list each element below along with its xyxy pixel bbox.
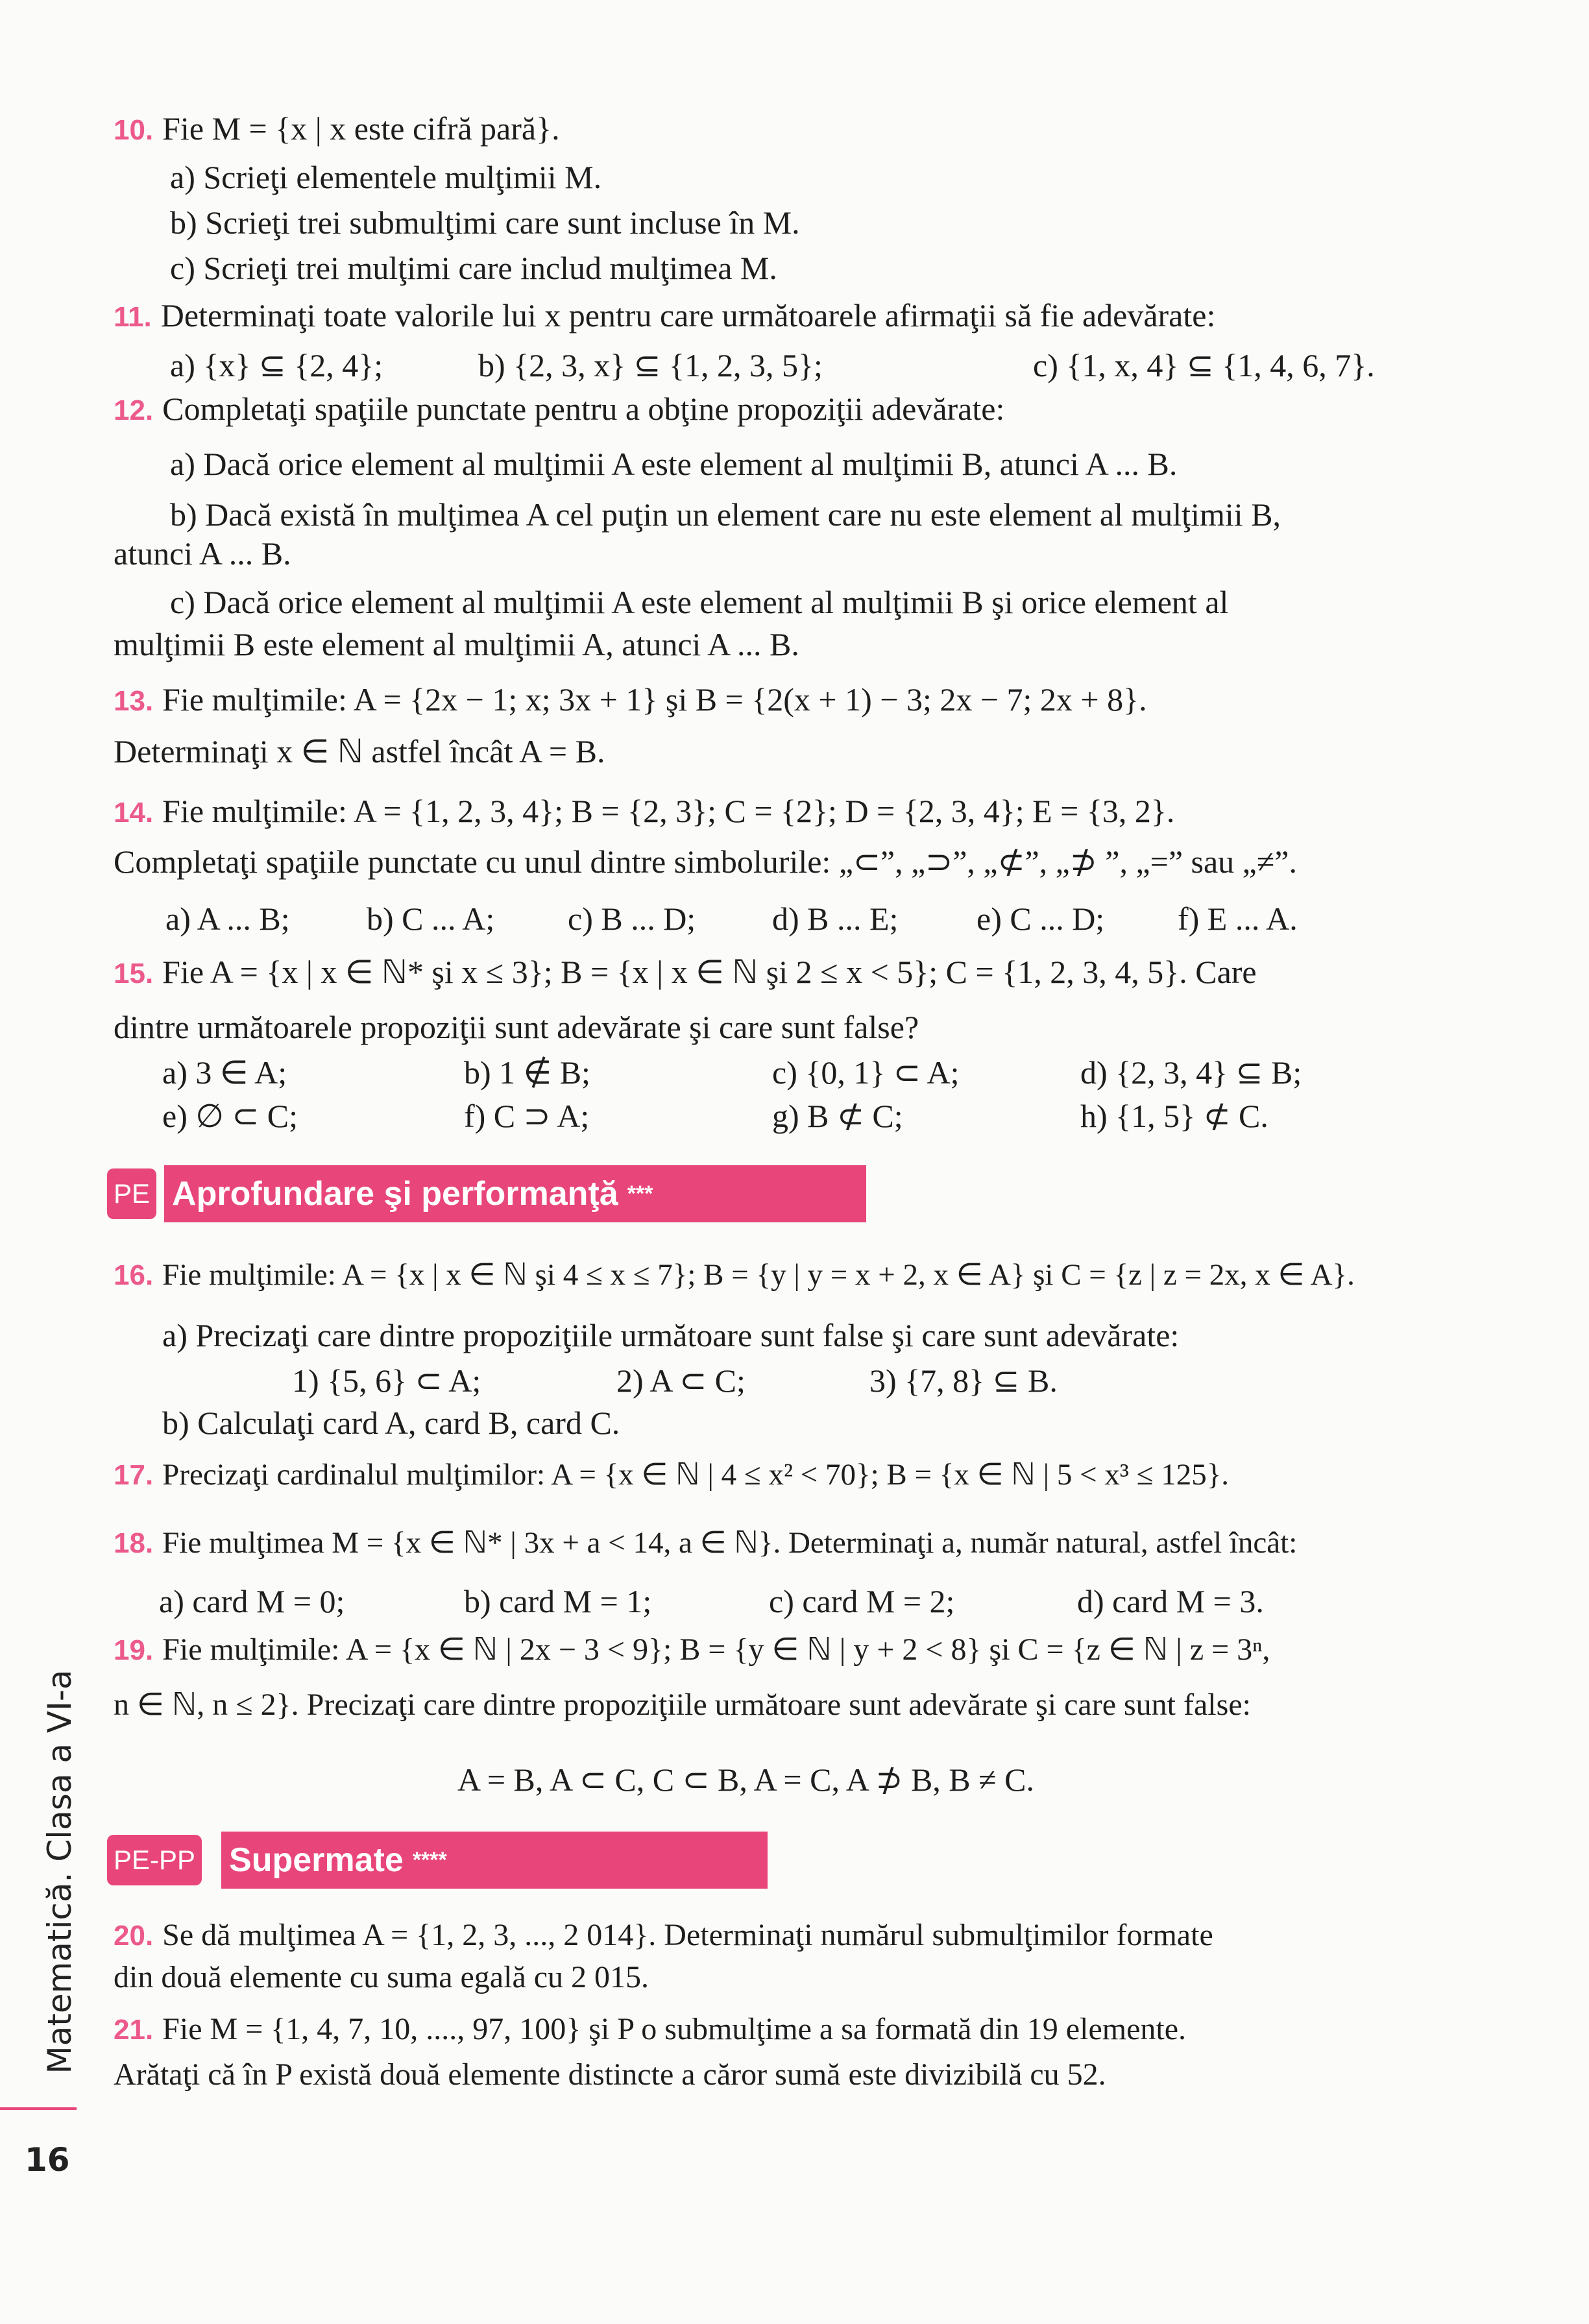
exercise-13 bbox=[114, 680, 1147, 721]
exercise-text: Fie mulţimea M = {x ∈ ℕ* | 3x + a < 14, a ∈ ℕ}. Determinaţi a, număr natural, astfel încât: bbox=[162, 1526, 1298, 1560]
section-tag: PE bbox=[107, 1168, 156, 1219]
section-title-bar bbox=[164, 1165, 866, 1222]
exercise-16-a: a) Precizaţi care dintre propoziţiile următoare sunt false şi care sunt adevărate: bbox=[162, 1317, 1180, 1353]
item: h) {1, 5} ⊄ C. bbox=[1080, 1098, 1268, 1134]
item: b) C ... A; bbox=[367, 901, 495, 937]
exercise-number: 11. bbox=[114, 301, 152, 333]
item: b) {2, 3, x} ⊆ {1, 2, 3, 5}; bbox=[478, 347, 823, 383]
exercise-number: 18. bbox=[114, 1527, 154, 1559]
exercise-19 bbox=[114, 1630, 1270, 1670]
item: e) ∅ ⊂ C; bbox=[162, 1098, 298, 1134]
exercise-12-b-cont: atunci A ... B. bbox=[114, 535, 291, 572]
exercise-number: 10. bbox=[114, 114, 154, 146]
item: f) C ⊃ A; bbox=[464, 1098, 590, 1134]
exercise-17 bbox=[114, 1455, 1229, 1495]
exercise-18 bbox=[114, 1523, 1297, 1563]
section-banner-pe-pp bbox=[107, 1832, 768, 1889]
item: c) {1, x, 4} ⊆ {1, 4, 6, 7}. bbox=[1033, 347, 1375, 383]
item: 3) {7, 8} ⊆ B. bbox=[869, 1362, 1058, 1399]
exercise-number: 13. bbox=[114, 685, 154, 717]
item: c) card M = 2; bbox=[769, 1583, 955, 1619]
difficulty-stars: *** bbox=[627, 1181, 653, 1206]
item: g) B ⊄ C; bbox=[772, 1098, 903, 1134]
exercise-16 bbox=[114, 1255, 1355, 1295]
exercise-number: 12. bbox=[114, 394, 154, 426]
exercise-text: Completaţi spaţiile punctate pentru a obţine propoziţii adevărate: bbox=[162, 391, 1005, 427]
section-banner-pe bbox=[107, 1165, 866, 1222]
item: 1) {5, 6} ⊂ A; bbox=[292, 1362, 481, 1399]
item: c) {0, 1} ⊂ A; bbox=[772, 1054, 960, 1091]
exercise-10 bbox=[114, 109, 560, 150]
exercise-text: Precizaţi cardinalul mulţimilor: A = {x ∈ ℕ | 4 ≤ x² < 70}; B = {x ∈ ℕ | 5 < x³ ≤ 125}. bbox=[162, 1458, 1230, 1492]
exercise-21-cont: Arătaţi că în P există două elemente distincte a căror sumă este divizibilă cu 52. bbox=[114, 2057, 1106, 2092]
exercise-14-cont: Completaţi spaţiile punctate cu unul dintre simbolurile: „⊂”, „⊃”, „⊄”, „⊅ ”, „=” sau „≠”. bbox=[114, 843, 1297, 880]
exercise-14 bbox=[114, 792, 1174, 832]
book-title: Matematică. Clasa a VI-a bbox=[41, 1669, 79, 2074]
section-title: Aprofundare şi performanţă bbox=[172, 1175, 618, 1213]
book-title-sidebar bbox=[34, 1661, 86, 2083]
item: d) card M = 3. bbox=[1077, 1583, 1264, 1619]
exercise-10-a: a) Scrieţi elementele mulţimii M. bbox=[170, 159, 602, 195]
exercise-number: 21. bbox=[114, 2014, 154, 2046]
exercise-15-cont: dintre următoarele propoziţii sunt adevărate şi care sunt false? bbox=[114, 1009, 919, 1045]
exercise-12-b: b) Dacă există în mulţimea A cel puţin un element care nu este element al mulţimii B, bbox=[170, 496, 1281, 533]
item: a) A ... B; bbox=[165, 901, 290, 937]
page-number: 16 bbox=[25, 2141, 70, 2179]
exercise-text: Se dă mulţimea A = {1, 2, 3, ..., 2 014}. Determinaţi numărul submulţimilor formate bbox=[162, 1918, 1213, 1952]
exercise-number: 19. bbox=[114, 1634, 154, 1666]
exercise-text: Fie mulţimile: A = {1, 2, 3, 4}; B = {2, 3}; C = {2}; D = {2, 3, 4}; E = {3, 2}. bbox=[162, 793, 1175, 829]
exercise-text: Fie mulţimile: A = {2x − 1; x; 3x + 1} şi B = {2(x + 1) − 3; 2x − 7; 2x + 8}. bbox=[162, 681, 1147, 718]
exercise-19-cont: n ∈ ℕ, n ≤ 2}. Precizaţi care dintre propoziţiile următoare sunt adevărate şi care sunt false: bbox=[114, 1688, 1251, 1722]
exercise-10-c: c) Scrieţi trei mulţimi care includ mulţimea M. bbox=[170, 250, 777, 286]
exercise-text: Determinaţi toate valorile lui x pentru care următoarele afirmaţii să fie adevărate: bbox=[160, 297, 1216, 333]
section-title: Supermate bbox=[229, 1841, 404, 1879]
exercise-21 bbox=[114, 2010, 1186, 2050]
exercise-text: Fie M = {1, 4, 7, 10, ...., 97, 100} şi P o submulţime a sa formată din 19 elemente. bbox=[162, 2012, 1187, 2046]
item: d) {2, 3, 4} ⊆ B; bbox=[1080, 1054, 1302, 1091]
exercise-12-a: a) Dacă orice element al mulţimii A este element al mulţimii B, atunci A ... B. bbox=[170, 446, 1178, 482]
item: a) 3 ∈ A; bbox=[162, 1054, 287, 1091]
exercise-number: 16. bbox=[114, 1259, 154, 1291]
section-tag: PE-PP bbox=[107, 1835, 202, 1885]
exercise-number: 14. bbox=[114, 797, 154, 829]
exercise-12-c-cont: mulţimii B este element al mulţimii A, atunci A ... B. bbox=[114, 626, 799, 662]
item: 2) A ⊂ C; bbox=[616, 1362, 746, 1399]
exercise-text: Fie M = {x | x este cifră pară}. bbox=[162, 110, 560, 147]
item: b) 1 ∉ B; bbox=[464, 1054, 590, 1091]
section-title-bar bbox=[221, 1832, 768, 1889]
exercise-12-c: c) Dacă orice element al mulţimii A este element al mulţimii B şi orice element al bbox=[170, 584, 1229, 620]
exercise-text: Fie A = {x | x ∈ ℕ* şi x ≤ 3}; B = {x | x ∈ ℕ şi 2 ≤ x < 5}; C = {1, 2, 3, 4, 5}. Care bbox=[162, 954, 1257, 990]
item: c) B ... D; bbox=[568, 901, 696, 937]
exercise-12 bbox=[114, 389, 1004, 430]
exercise-11 bbox=[114, 296, 1215, 337]
item: b) card M = 1; bbox=[464, 1583, 652, 1619]
item: e) C ... D; bbox=[976, 901, 1105, 937]
item: a) card M = 0; bbox=[159, 1583, 345, 1619]
difficulty-stars: **** bbox=[412, 1847, 447, 1872]
exercise-15 bbox=[114, 952, 1257, 993]
exercise-number: 20. bbox=[114, 1920, 154, 1952]
item: a) {x} ⊆ {2, 4}; bbox=[170, 347, 383, 383]
item: f) E ... A. bbox=[1178, 901, 1298, 937]
exercise-20-cont: din două elemente cu suma egală cu 2 015. bbox=[114, 1960, 649, 1994]
exercise-19-statements: A = B, A ⊂ C, C ⊂ B, A = C, A ⊅ B, B ≠ C. bbox=[457, 1761, 1034, 1798]
exercise-10-b: b) Scrieţi trei submulţimi care sunt incluse în M. bbox=[170, 204, 800, 241]
exercise-text: Fie mulţimile: A = {x | x ∈ ℕ şi 4 ≤ x ≤ 7}; B = {y | y = x + 2, x ∈ A} şi C = {z | z = 2x, x ∈ A}. bbox=[162, 1258, 1355, 1292]
exercise-number: 15. bbox=[114, 958, 154, 989]
exercise-16-b: b) Calculaţi card A, card B, card C. bbox=[162, 1405, 620, 1441]
exercise-13-cont: Determinaţi x ∈ ℕ astfel încât A = B. bbox=[114, 733, 605, 769]
exercise-number: 17. bbox=[114, 1459, 154, 1491]
item: d) B ... E; bbox=[772, 901, 899, 937]
exercise-text: Fie mulţimile: A = {x ∈ ℕ | 2x − 3 < 9}; B = {y ∈ ℕ | y + 2 < 8} şi C = {z ∈ ℕ | z = 3ⁿ, bbox=[162, 1632, 1270, 1667]
exercise-20 bbox=[114, 1916, 1213, 1955]
sidebar-divider bbox=[0, 2107, 77, 2110]
